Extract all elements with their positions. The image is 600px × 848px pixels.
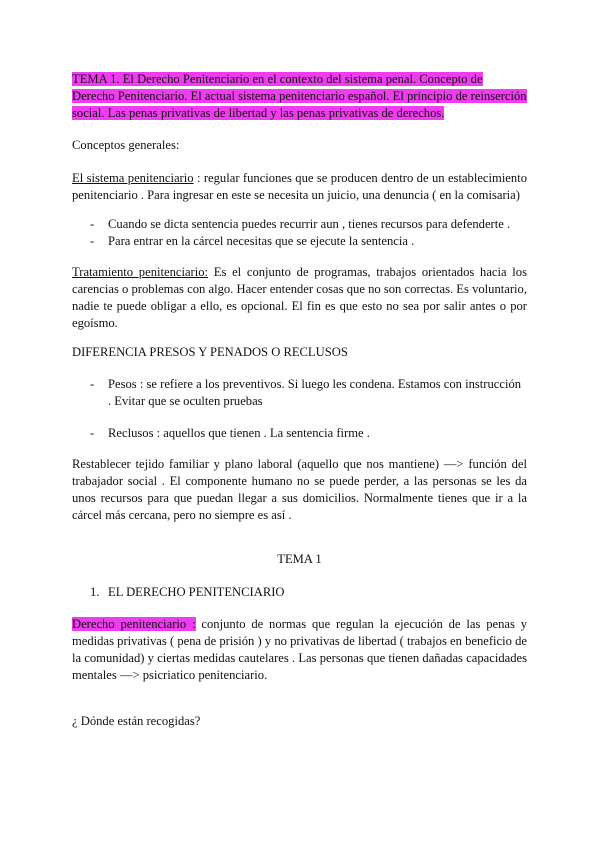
tratamiento-term: Tratamiento penitenciario: bbox=[72, 265, 209, 279]
list-item-text: Pesos : se refiere a los preventivos. Si luego les condena. Estamos con instrucción . Evitar que se oculten pruebas bbox=[108, 377, 522, 408]
list-item-text: Para entrar en la cárcel necesitas que se ejecute la sentencia . bbox=[108, 234, 415, 248]
question-line: ¿ Dónde están recogidas? bbox=[72, 714, 201, 728]
derecho-paragraph bbox=[72, 616, 527, 684]
derecho-term: Derecho penitenciario : bbox=[72, 617, 196, 631]
list-item bbox=[72, 425, 527, 442]
sistema-text: : regular funciones que se producen dentro de un establecimiento penitenciario . Para ingresar en este se necesita un juicio, una denuncia ( en la comisaria) bbox=[72, 171, 527, 202]
diferencia-heading: DIFERENCIA PRESOS Y PENADOS O RECLUSOS bbox=[72, 345, 348, 359]
sistema-paragraph bbox=[72, 170, 527, 204]
list-item bbox=[72, 376, 527, 410]
derecho-text: conjunto de normas que regulan la ejecución de las penas y medidas privativas ( pena de prisión ) y no privativas de libertad ( trabajos en beneficio de la comunidad) y ciertas medidas cautelares . Las personas que tienen dañadas capacidades mentales —> psicriatico penitenciario. bbox=[72, 617, 528, 682]
tratamiento-text: Es el conjunto de programas, trabajos orientados hacia los carencias o problemas con algo. Hacer entender cosas que no son correctas. Es voluntario, nadie te puede obligar a ello, es opcional. El fin es que esto no sea por salir antes o por egoísmo. bbox=[72, 265, 527, 330]
list-item bbox=[72, 233, 527, 250]
item-number: 1. bbox=[90, 585, 100, 599]
sistema-term: El sistema penitenciario bbox=[72, 171, 194, 185]
tema-title: TEMA 1 bbox=[277, 552, 322, 566]
diferencia-bullet-list bbox=[72, 376, 527, 410]
restablecer-paragraph: Restablecer tejido familiar y plano laboral (aquello que nos mantiene) —> función del trabajador social . El componente humano no se puede perder, a las personas se les da unos recursos para que puedan llegar a sus domicilios. Normalmente tienes que ir a la cárcel más cercana, pero no siempre es así . bbox=[72, 457, 527, 522]
conceptos-heading: Conceptos generales: bbox=[72, 138, 180, 152]
dash-bullet-icon: - bbox=[90, 426, 95, 440]
topic-header-highlight: TEMA 1. El Derecho Penitenciario en el contexto del sistema penal. Concepto de Derecho Penitenciario. El actual sistema penitenciario español. El principio de reinserción social. Las penas privativas de libertad y las penas privativas de derechos. bbox=[72, 72, 527, 120]
dash-bullet-icon: - bbox=[90, 377, 95, 391]
list-item bbox=[72, 216, 527, 233]
topic-header bbox=[72, 71, 527, 122]
item-label: EL DERECHO PENITENCIARIO bbox=[108, 585, 285, 599]
tratamiento-paragraph bbox=[72, 264, 527, 332]
numbered-heading bbox=[90, 584, 285, 601]
dash-bullet-icon: - bbox=[90, 234, 95, 248]
dash-bullet-icon: - bbox=[90, 217, 95, 231]
list-item-text: Reclusos : aquellos que tienen . La sentencia firme . bbox=[108, 426, 370, 440]
diferencia-bullet-list-2 bbox=[72, 425, 527, 442]
list-item-text: Cuando se dicta sentencia puedes recurrir aun , tienes recursos para defenderte . bbox=[108, 217, 511, 231]
sistema-bullet-list bbox=[72, 216, 527, 250]
